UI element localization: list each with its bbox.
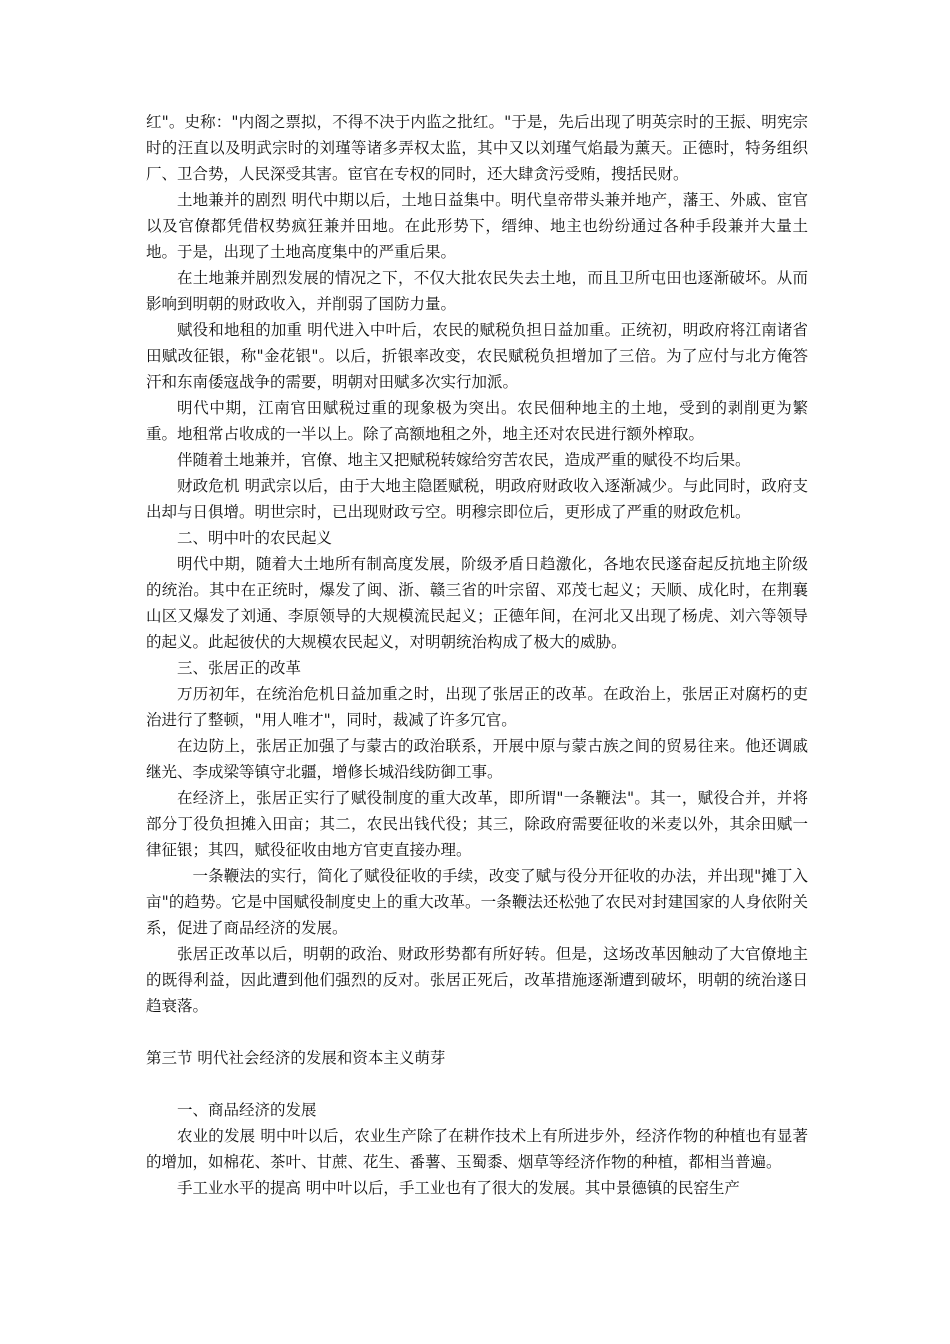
paragraph-peasant-uprisings: 明代中期，随着大土地所有制高度发展，阶级矛盾日趋激化，各地农民遂奋起反抗地主阶级的统治。其中在正统时，爆发了闽、浙、赣三省的叶宗留、邓茂七起义；天顺、成化时，在荆襄山区又爆发了刘通、李原领导的大规模流民起义；正德年间，在河北又出现了杨虎、刘六等领导的起义。此起彼伏的大规模农民起义，对明朝统治构成了极大的威胁。 (146, 555, 808, 651)
paragraph-agriculture: 农业的发展 明中叶以后，农业生产除了在耕作技术上有所进步外，经济作物的种植也有显著的增加，如棉花、茶叶、甘蔗、花生、番薯、玉蜀黍、烟草等经济作物的种植，都相当普遍。 (146, 1127, 808, 1171)
paragraph-eunuch-power: 红"。史称："内阁之票拟，不得不决于内监之批红。"于是，先后出现了明英宗时的王振、明宪宗时的汪直以及明武宗时的刘瑾等诸多弄权太监，其中又以刘瑾气焰最为薰天。正德时，特务组织厂、卫合势，人民深受其害。宦官在专权的同时，还大肆贪污受贿，搜括民财。 (146, 113, 808, 183)
document-page (146, 109, 808, 1201)
paragraph-tax-increase: 赋役和地租的加重 明代进入中叶后，农民的赋税负担日益加重。正统初，明政府将江南诸省田赋改征银，称"金花银"。以后，折银率改变，农民赋税负担增加了三倍。为了应付与北方俺答汗和东南倭寇战争的需要，明朝对田赋多次实行加派。 (146, 321, 808, 391)
paragraph-tax-shifting: 伴随着土地兼并，官僚、地主又把赋税转嫁给穷苦农民，造成严重的赋役不均后果。 (177, 451, 751, 469)
section-spacer (146, 1071, 808, 1097)
heading-zhang-juzheng-reform: 三、张居正的改革 (177, 659, 302, 677)
paragraph-reform-defense: 在边防上，张居正加强了与蒙古的政治联系，开展中原与蒙古族之间的贸易往来。他还调戚继光、李成梁等镇守北疆，增修长城沿线防御工事。 (146, 737, 808, 781)
paragraph-reform-aftermath: 张居正改革以后，明朝的政治、财政形势都有所好转。但是，这场改革因触动了大官僚地主的既得利益，因此遭到他们强烈的反对。张居正死后，改革措施逐渐遭到破坏，明朝的统治遂日趋衰落。 (146, 945, 808, 1015)
heading-commodity-economy: 一、商品经济的发展 (177, 1101, 317, 1119)
paragraph-reform-politics: 万历初年，在统治危机日益加重之时，出现了张居正的改革。在政治上，张居正对腐朽的吏治进行了整顿，"用人唯才"，同时，裁减了许多冗官。 (146, 685, 808, 729)
paragraph-fiscal-crisis: 财政危机 明武宗以后，由于大地主隐匿赋税，明政府财政收入逐渐减少。与此同时，政府支出却与日俱增。明世宗时，已出现财政亏空。明穆宗即位后，更形成了严重的财政危机。 (146, 477, 808, 521)
paragraph-handicraft: 手工业水平的提高 明中叶以后，手工业也有了很大的发展。其中景德镇的民窑生产 (177, 1179, 740, 1197)
paragraph-land-annexation-effects: 在土地兼并剧烈发展的情况之下，不仅大批农民失去土地，而且卫所屯田也逐渐破坏。从而影响到明朝的财政收入，并削弱了国防力量。 (146, 269, 808, 313)
section-spacer (146, 1019, 808, 1045)
section-title: 第三节 明代社会经济的发展和资本主义萌芽 (146, 1049, 446, 1067)
heading-peasant-uprisings: 二、明中叶的农民起义 (177, 529, 333, 547)
paragraph-reform-economy: 在经济上，张居正实行了赋役制度的重大改革，即所谓"一条鞭法"。其一，赋役合并，并将部分丁役负担摊入田亩；其二，农民出钱代役；其三，除政府需要征收的米麦以外，其余田赋一律征银；其四，赋役征收由地方官吏直接办理。 (146, 789, 808, 859)
paragraph-single-whip-effects: 一条鞭法的实行，简化了赋役征收的手续，改变了赋与役分开征收的办法，并出现"摊丁入亩"的趋势。它是中国赋役制度史上的重大改革。一条鞭法还松弛了农民对封建国家的人身依附关系，促进了商品经济的发展。 (146, 867, 808, 937)
paragraph-land-annexation: 土地兼并的剧烈 明代中期以后，土地日益集中。明代皇帝带头兼并地产，藩王、外戚、宦官以及官僚都凭借权势疯狂兼并田地。在此形势下，缙绅、地主也纷纷通过各种手段兼并大量土地。于是，出现了土地高度集中的严重后果。 (146, 191, 808, 261)
paragraph-jiangnan-tax: 明代中期，江南官田赋税过重的现象极为突出。农民佃种地主的土地，受到的剥削更为繁重。地租常占收成的一半以上。除了高额地租之外，地主还对农民进行额外榨取。 (146, 399, 808, 443)
